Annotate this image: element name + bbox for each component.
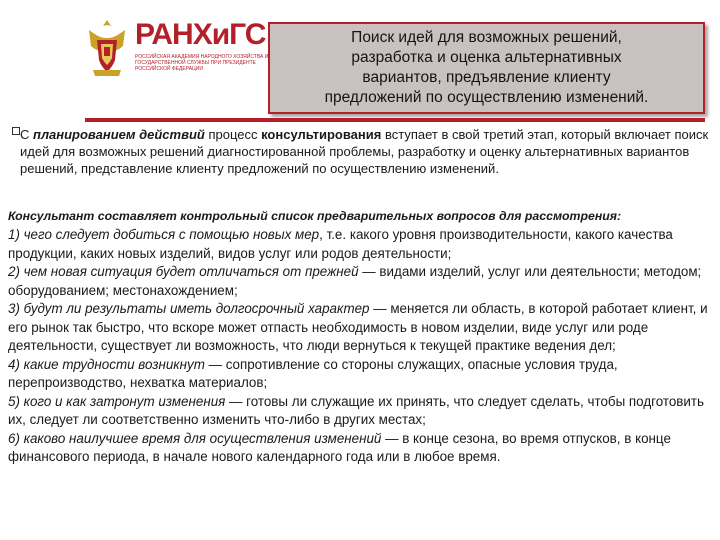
intro-paragraph (20, 126, 710, 177)
question-lead: 3) будут ли результаты иметь долгосрочный характер (8, 301, 370, 316)
list-item (8, 393, 713, 430)
intro-emphasis: планированием действий (33, 127, 205, 142)
list-item (8, 300, 713, 356)
question-lead: 4) какие трудности возникнут (8, 356, 205, 372)
question-lead: 1) чего следует добиться с помощью новых мер (8, 227, 320, 242)
question-rest: — готовы ли служащие их принять, что следует сделать, чтобы подготовить их, следует ли соответственно изменить что-либо в других местах; (8, 393, 705, 427)
list-item (8, 263, 713, 300)
question-rest: — сопротивление со стороны служащих, опасные условия труда, перепроизводство, нехватка материалов; (8, 356, 618, 390)
question-rest: — в конце сезона, во время отпусков, в конце финансового периода, в начале нового календарного года или в любое время. (8, 430, 671, 464)
title-line: предложений по осуществлению изменений. (324, 89, 649, 106)
question-lead: 2) чем новая ситуация будет отличаться от прежней (8, 264, 359, 279)
slide-title (268, 22, 705, 114)
title-line: Поиск идей для возможных решений, (351, 29, 622, 46)
title-line: вариантов, предъявление клиенту (362, 69, 611, 86)
intro-text: процесс (204, 127, 262, 142)
title-line: разработка и оценка альтернативных (351, 49, 622, 66)
square-bullet-icon (12, 127, 20, 135)
intro-text: вступает в свой третий этап, который включает поиск идей для возможных решений диагностированной проблемы, разработку и оценку альтернативных вариантов решений, представление клиенту предложений по осуществлению изменений. (20, 127, 709, 176)
checklist-heading: Консультант составляет контрольный список предварительных вопросов для рассмотрения: (8, 209, 622, 223)
question-rest: — видами изделий, услуг или деятельности; методом; оборудованием; местонахождением; (8, 264, 702, 298)
checklist (8, 226, 713, 467)
question-rest: , т.е. какого уровня производительности, какого качества продукции, каких новых изделий, видов услуг или родов деятельности; (8, 227, 673, 261)
header-divider (85, 118, 705, 122)
intro-emphasis: консультирования (261, 127, 382, 142)
question-lead: 6) каково наилучшее время для осуществления изменений (8, 430, 382, 446)
list-item (8, 430, 713, 467)
eagle-emblem-icon (85, 16, 129, 78)
list-item (8, 356, 713, 393)
question-rest: — меняется ли область, в которой работает клиент, и его рынок так быстро, что вскоре может отпасть необходимость в новом изделии, виде услуг или роде деятельности, существует ли возможность, что люди вернуться к текущей практике ведения дел; (8, 301, 708, 353)
logo-subtitle: РОССИЙСКАЯ АКАДЕМИЯ НАРОДНОГО ХОЗЯЙСТВА И ГОСУДАРСТВЕННОЙ СЛУЖБЫ ПРИ ПРЕЗИДЕНТЕ РОССИЙСКОЙ ФЕДЕРАЦИИ (135, 54, 269, 72)
intro-text: С (20, 127, 33, 142)
logo-text: РАНХиГС (135, 18, 266, 51)
list-item (8, 226, 713, 263)
logo (85, 14, 269, 86)
question-lead: 5) кого и как затронут изменения (8, 393, 226, 409)
